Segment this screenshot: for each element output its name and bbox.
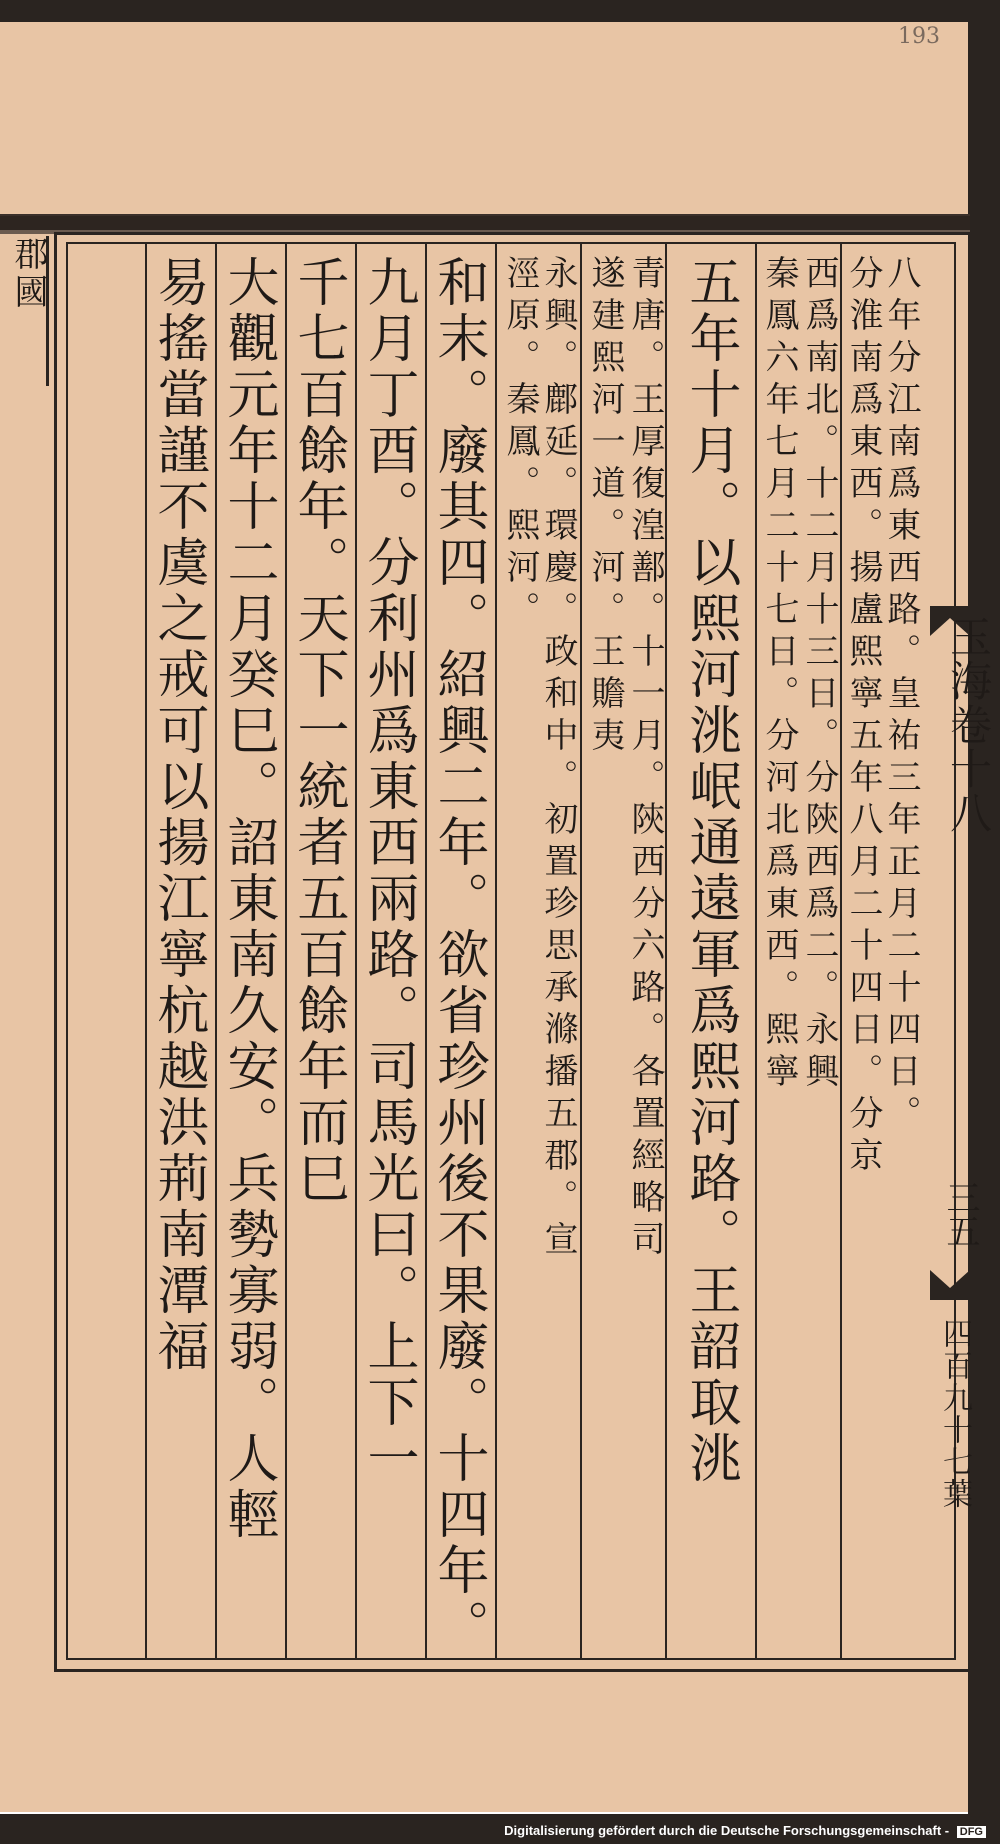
text-column-9: 涇原。秦鳳。熙河。 <box>500 255 540 633</box>
text-column-7: 遂建熙河一道。河。王贍夷 <box>585 255 625 759</box>
text-column-12: 千七百餘年。天下一統者五百餘年而巳 <box>288 255 348 1207</box>
text-column-3: 西爲南北。十二月十三日。分陝西爲二。永興 <box>799 255 839 1095</box>
margin-label: 郡國 <box>8 236 48 312</box>
text-column-6: 青唐。王厚復湟鄯。十一月。陝西分六路。各置經略司 <box>625 255 665 1263</box>
column-rule <box>425 242 427 1660</box>
column-rule <box>215 242 217 1660</box>
column-rule <box>355 242 357 1660</box>
text-column-2: 分淮南爲東西。揚盧熙寧五年八月二十四日。分京 <box>843 255 883 1179</box>
text-column-10: 和末。廢其四。紹興二年。欲省珍州後不果廢。十四年。 <box>428 255 488 1655</box>
book-title-strip: 玉海卷十八 <box>944 615 993 835</box>
scan-edge-right <box>968 0 1000 1844</box>
column-rule <box>495 242 497 1660</box>
credit-text: Digitalisierung gefördert durch die Deutsche Forschungsgemeinschaft - <box>504 1823 950 1838</box>
text-column-5: 五年十月。以熙河洮岷通遠軍爲熙河路。王韶取洮 <box>680 255 740 1487</box>
column-rule <box>665 242 667 1660</box>
text-column-8: 永興。鄜延。環慶。政和中。初置珍思承滌播五郡。宣 <box>538 255 578 1263</box>
text-column-4: 秦鳳六年七月二十七日。分河北爲東西。熙寧 <box>759 255 799 1095</box>
text-column-14: 易搖當謹不虞之戒可以揚江寧杭越洪荊南潭福 <box>148 255 208 1375</box>
text-column-1: 八年分江南爲東西路。皇祐三年正月二十四日。 <box>881 255 921 1137</box>
column-rule <box>580 242 582 1660</box>
folio-number: 三五 <box>940 1180 980 1248</box>
digitization-credit <box>504 1823 986 1838</box>
column-rule <box>145 242 147 1660</box>
column-rule <box>840 242 842 1660</box>
column-rule <box>285 242 287 1660</box>
library-seal-mark: 193 <box>898 24 940 49</box>
page-count-note: 四百九十七葉 <box>937 1318 972 1510</box>
column-rule <box>755 242 757 1660</box>
dfg-logo: DFG <box>957 1826 986 1838</box>
top-folio-bar <box>0 214 970 232</box>
scan-edge-top <box>0 0 1000 22</box>
text-column-13: 大觀元年十二月癸巳。詔東南久安。兵勢寡弱。人輕 <box>218 255 278 1543</box>
text-column-11: 九月丁酉。分利州爲東西兩路。司馬光曰。上下一 <box>358 255 418 1487</box>
